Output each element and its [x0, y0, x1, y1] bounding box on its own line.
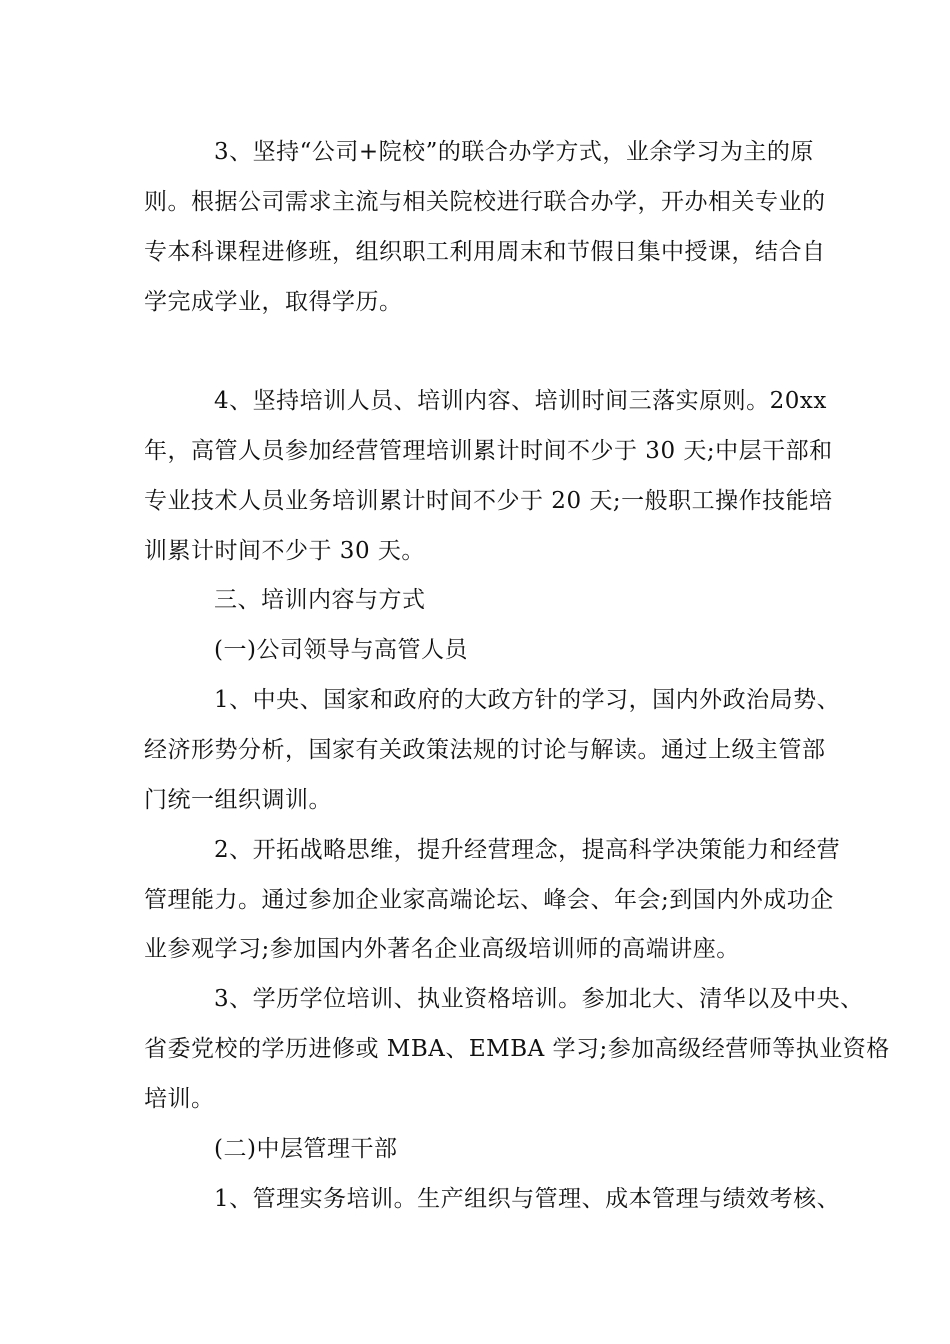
item-1-line-3: 门统一组织调训。 — [144, 787, 332, 813]
item-2-line-3: 业参观学习;参加国内外著名企业高级培训师的高端讲座。 — [144, 936, 740, 962]
paragraph-4-line-2: 年，高管人员参加经营管理培训累计时间不少于 30 天;中层干部和 — [144, 438, 833, 464]
paragraph-3-line-4: 学完成学业，取得学历。 — [144, 289, 403, 315]
item-4-line-1: 1、管理实务培训。生产组织与管理、成本管理与绩效考核、 — [214, 1186, 841, 1212]
paragraph-3-line-1: 3、坚持“公司+院校”的联合办学方式，业余学习为主的原 — [214, 139, 814, 165]
item-1-line-2: 经济形势分析，国家有关政策法规的讨论与解读。通过上级主管部 — [144, 737, 826, 763]
item-2-line-1: 2、开拓战略思维，提升经营理念，提高科学决策能力和经营 — [214, 837, 841, 863]
item-3-line-1: 3、学历学位培训、执业资格培训。参加北大、清华以及中央、 — [214, 986, 864, 1012]
item-2-line-2: 管理能力。通过参加企业家高端论坛、峰会、年会;到国内外成功企 — [144, 887, 834, 913]
item-3-line-3: 培训。 — [144, 1086, 215, 1112]
item-3-line-2: 省委党校的学历进修或 MBA、EMBA 学习;参加高级经营师等执业资格 — [144, 1036, 890, 1062]
paragraph-4-line-1: 4、坚持培训人员、培训内容、培训时间三落实原则。20xx — [214, 388, 827, 414]
paragraph-3-line-2: 则。根据公司需求主流与相关院校进行联合办学，开办相关专业的 — [144, 189, 826, 215]
paragraph-4-line-4: 训累计时间不少于 30 天。 — [144, 538, 425, 564]
subsection-heading-1: (一)公司领导与高管人员 — [214, 637, 468, 663]
subsection-heading-2: (二)中层管理干部 — [214, 1136, 398, 1162]
paragraph-3-line-3: 专本科课程进修班，组织职工利用周末和节假日集中授课，结合自 — [144, 239, 826, 265]
section-heading: 三、培训内容与方式 — [214, 587, 426, 613]
item-1-line-1: 1、中央、国家和政府的大政方针的学习，国内外政治局势、 — [214, 687, 841, 713]
paragraph-4-line-3: 专业技术人员业务培训累计时间不少于 20 天;一般职工操作技能培 — [144, 488, 833, 514]
